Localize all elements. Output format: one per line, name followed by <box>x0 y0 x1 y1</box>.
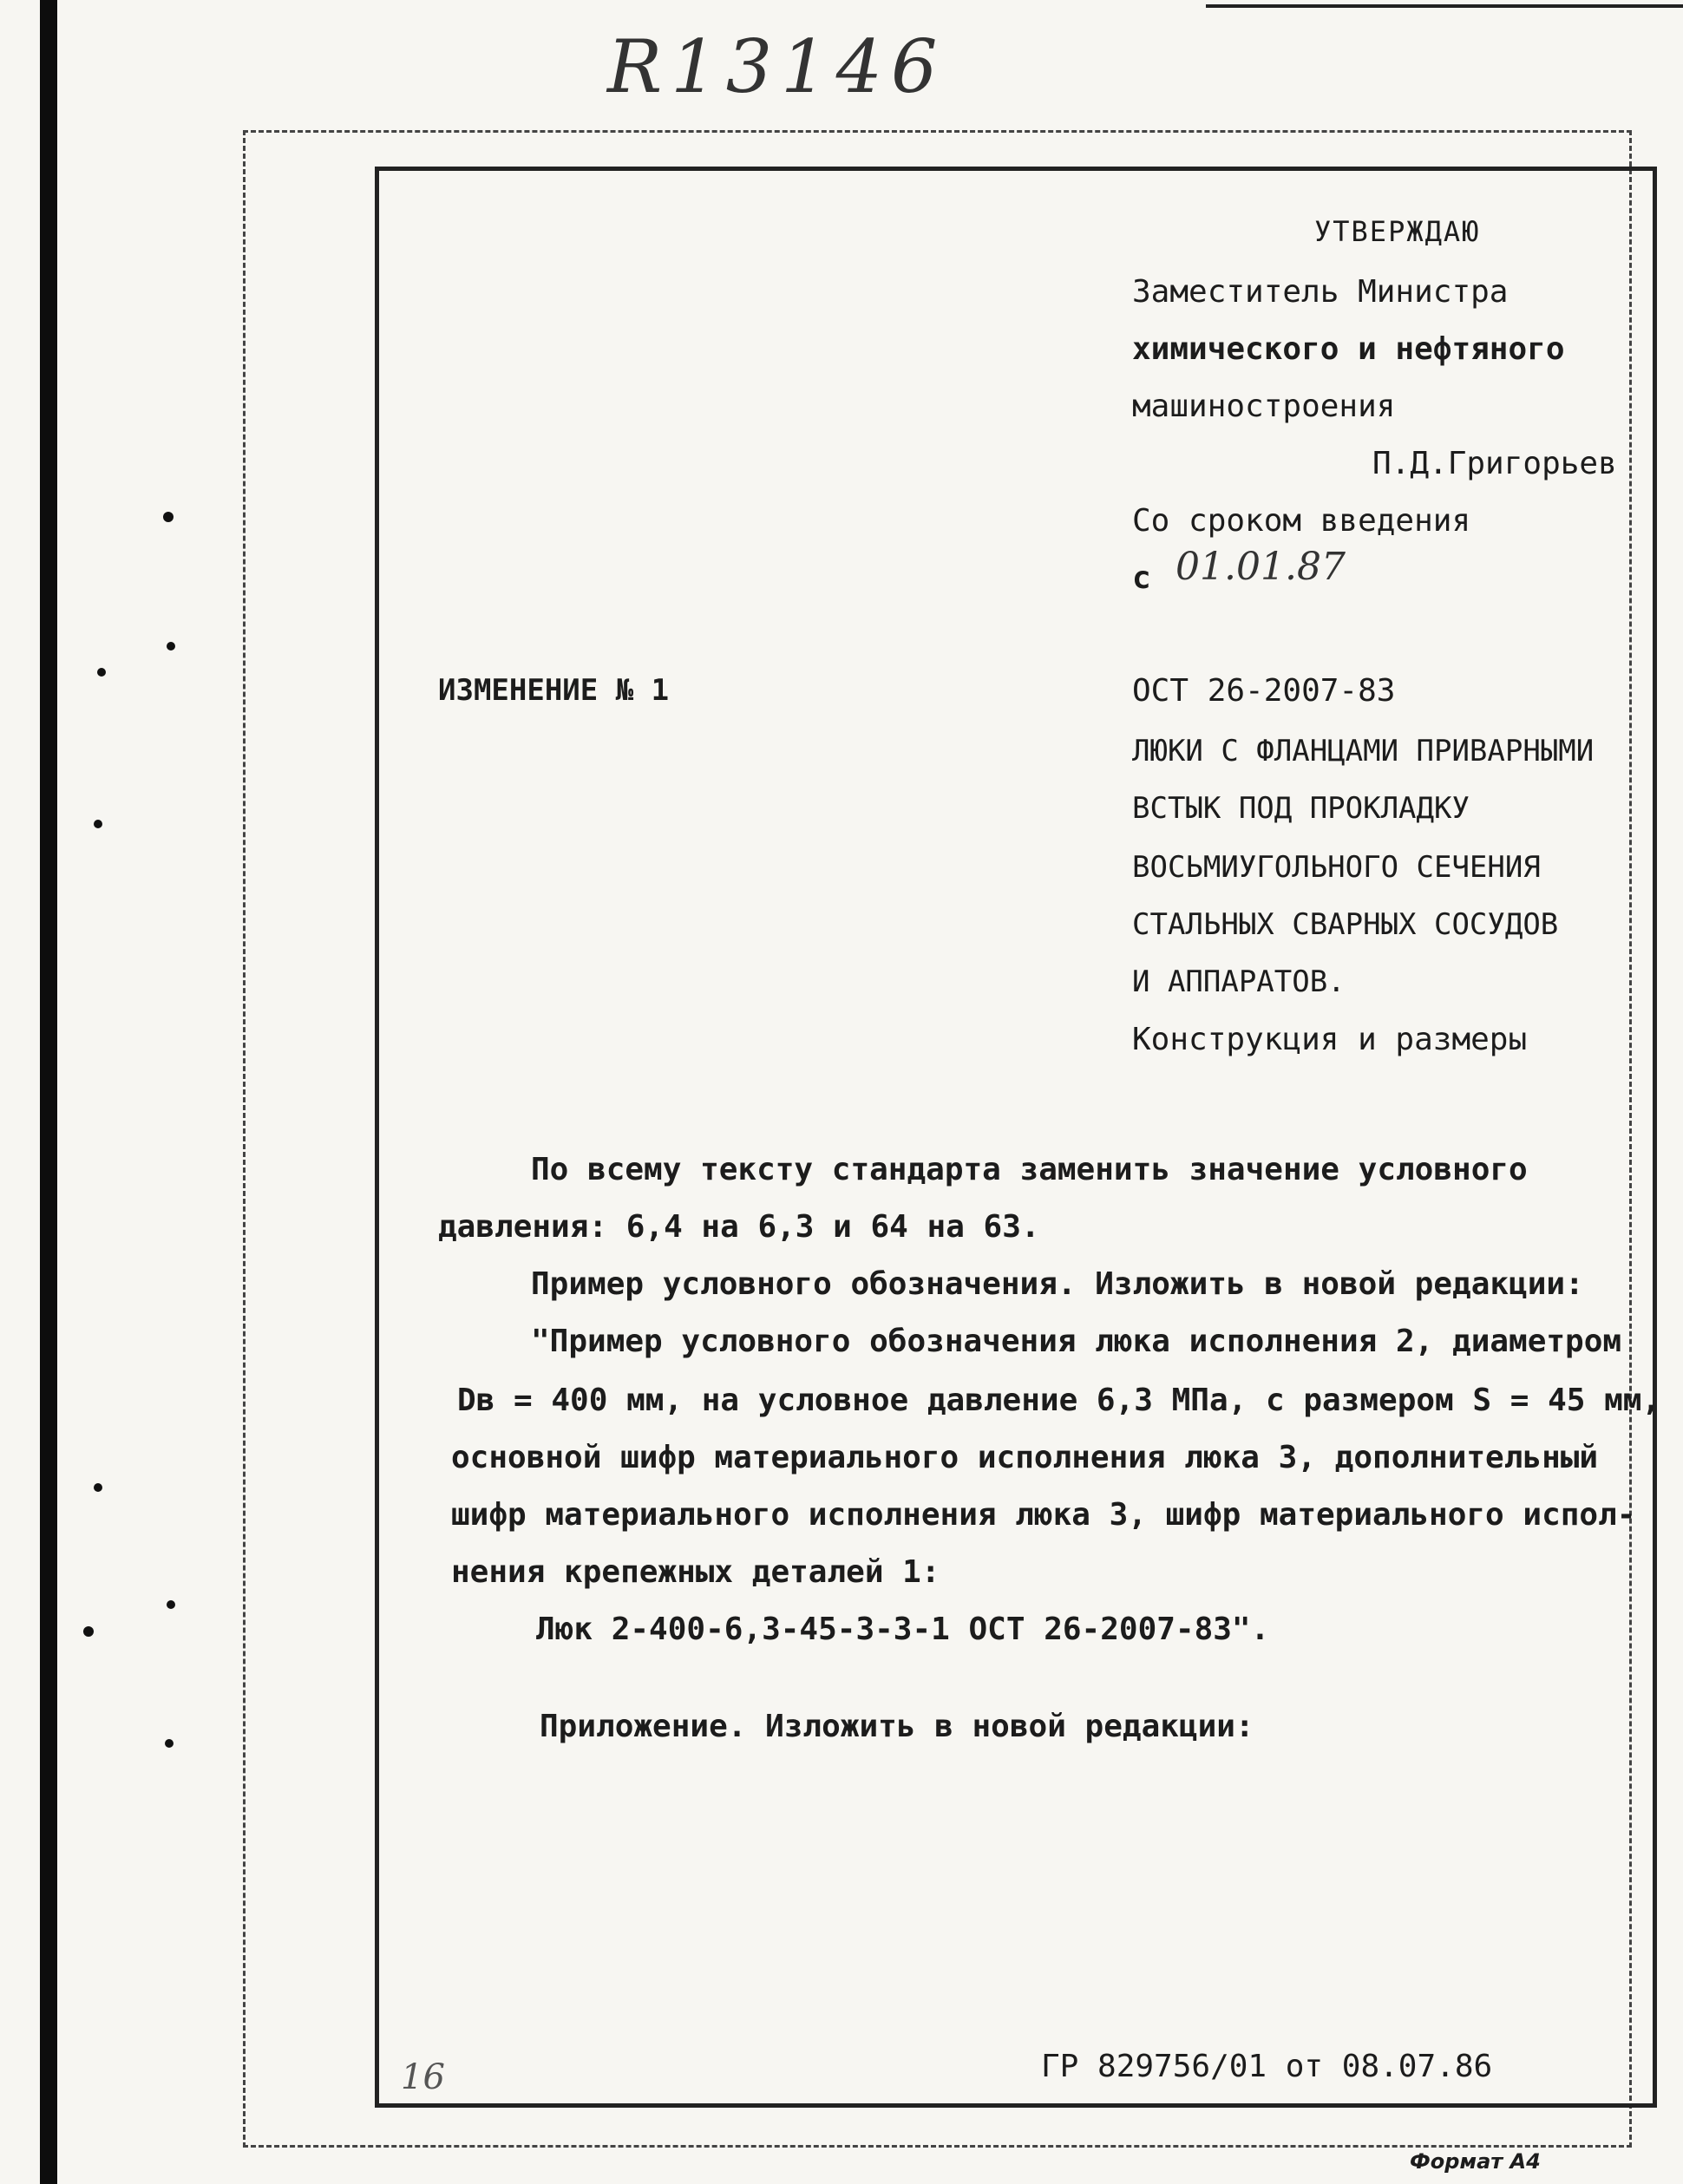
format-label: Формат А4 <box>1410 2149 1541 2174</box>
example-text: "Пример условного обозначения люка исполнения 2, диаметром <box>531 1324 1622 1359</box>
body-paragraph: По всему тексту стандарта заменить значение условного <box>531 1152 1528 1187</box>
standard-title: Конструкция и размеры <box>1132 1022 1528 1057</box>
effective-prefix: с <box>1132 560 1151 596</box>
archive-mark: R13146 <box>607 24 946 109</box>
standard-title: ВОСЬМИУГОЛЬНОГО СЕЧЕНИЯ <box>1132 850 1541 885</box>
approval-position: Заместитель Министра <box>1132 274 1509 310</box>
binder-mark <box>167 642 175 651</box>
example-text: Dв = 400 мм, на условное давление 6,3 МПа, с размером S = 45 мм, <box>457 1383 1661 1418</box>
approval-position: химического и нефтяного <box>1132 331 1565 367</box>
standard-title: И АППАРАТОВ. <box>1132 964 1346 999</box>
binder-mark <box>167 1600 175 1609</box>
body-paragraph: давления: 6,4 на 6,3 и 64 на 63. <box>438 1209 1040 1245</box>
approval-position: машиностроения <box>1132 389 1396 424</box>
standard-title: СТАЛЬНЫХ СВАРНЫХ СОСУДОВ <box>1132 907 1559 942</box>
approval-signatory: П.Д.Григорьев <box>1372 446 1617 481</box>
change-title: ИЗМЕНЕНИЕ № 1 <box>438 673 670 708</box>
designation-example: Люк 2-400-6,3-45-3-3-1 ОСТ 26-2007-83". <box>536 1612 1270 1647</box>
binder-mark <box>83 1626 94 1637</box>
binder-mark <box>94 820 102 828</box>
approval-status: УТВЕРЖДАЮ <box>1314 215 1481 248</box>
standard-title: ЛЮКИ С ФЛАНЦАМИ ПРИВАРНЫМИ <box>1132 734 1595 768</box>
registration-number: ГР 829756/01 от 08.07.86 <box>1041 2049 1493 2084</box>
body-paragraph: Пример условного обозначения. Изложить в новой редакции: <box>531 1266 1584 1302</box>
appendix-instruction: Приложение. Изложить в новой редакции: <box>540 1709 1254 1744</box>
example-text: шифр материального исполнения люка 3, шифр материального испол- <box>451 1497 1636 1533</box>
binder-mark <box>94 1483 102 1492</box>
effective-label: Со сроком введения <box>1132 503 1471 539</box>
example-text: основной шифр материального исполнения люка 3, дополнительный <box>451 1440 1599 1475</box>
top-rule <box>1206 4 1683 8</box>
binder-mark <box>165 1739 174 1748</box>
standard-title: ВСТЫК ПОД ПРОКЛАДКУ <box>1132 791 1470 826</box>
binder-mark <box>97 668 106 677</box>
scan-edge-bar <box>40 0 57 2184</box>
standard-code: ОСТ 26-2007-83 <box>1132 673 1396 709</box>
page-mark: 16 <box>401 2057 445 2097</box>
example-text: нения крепежных деталей 1: <box>451 1554 940 1590</box>
effective-date: 01.01.87 <box>1175 545 1346 589</box>
binder-mark <box>163 512 174 522</box>
